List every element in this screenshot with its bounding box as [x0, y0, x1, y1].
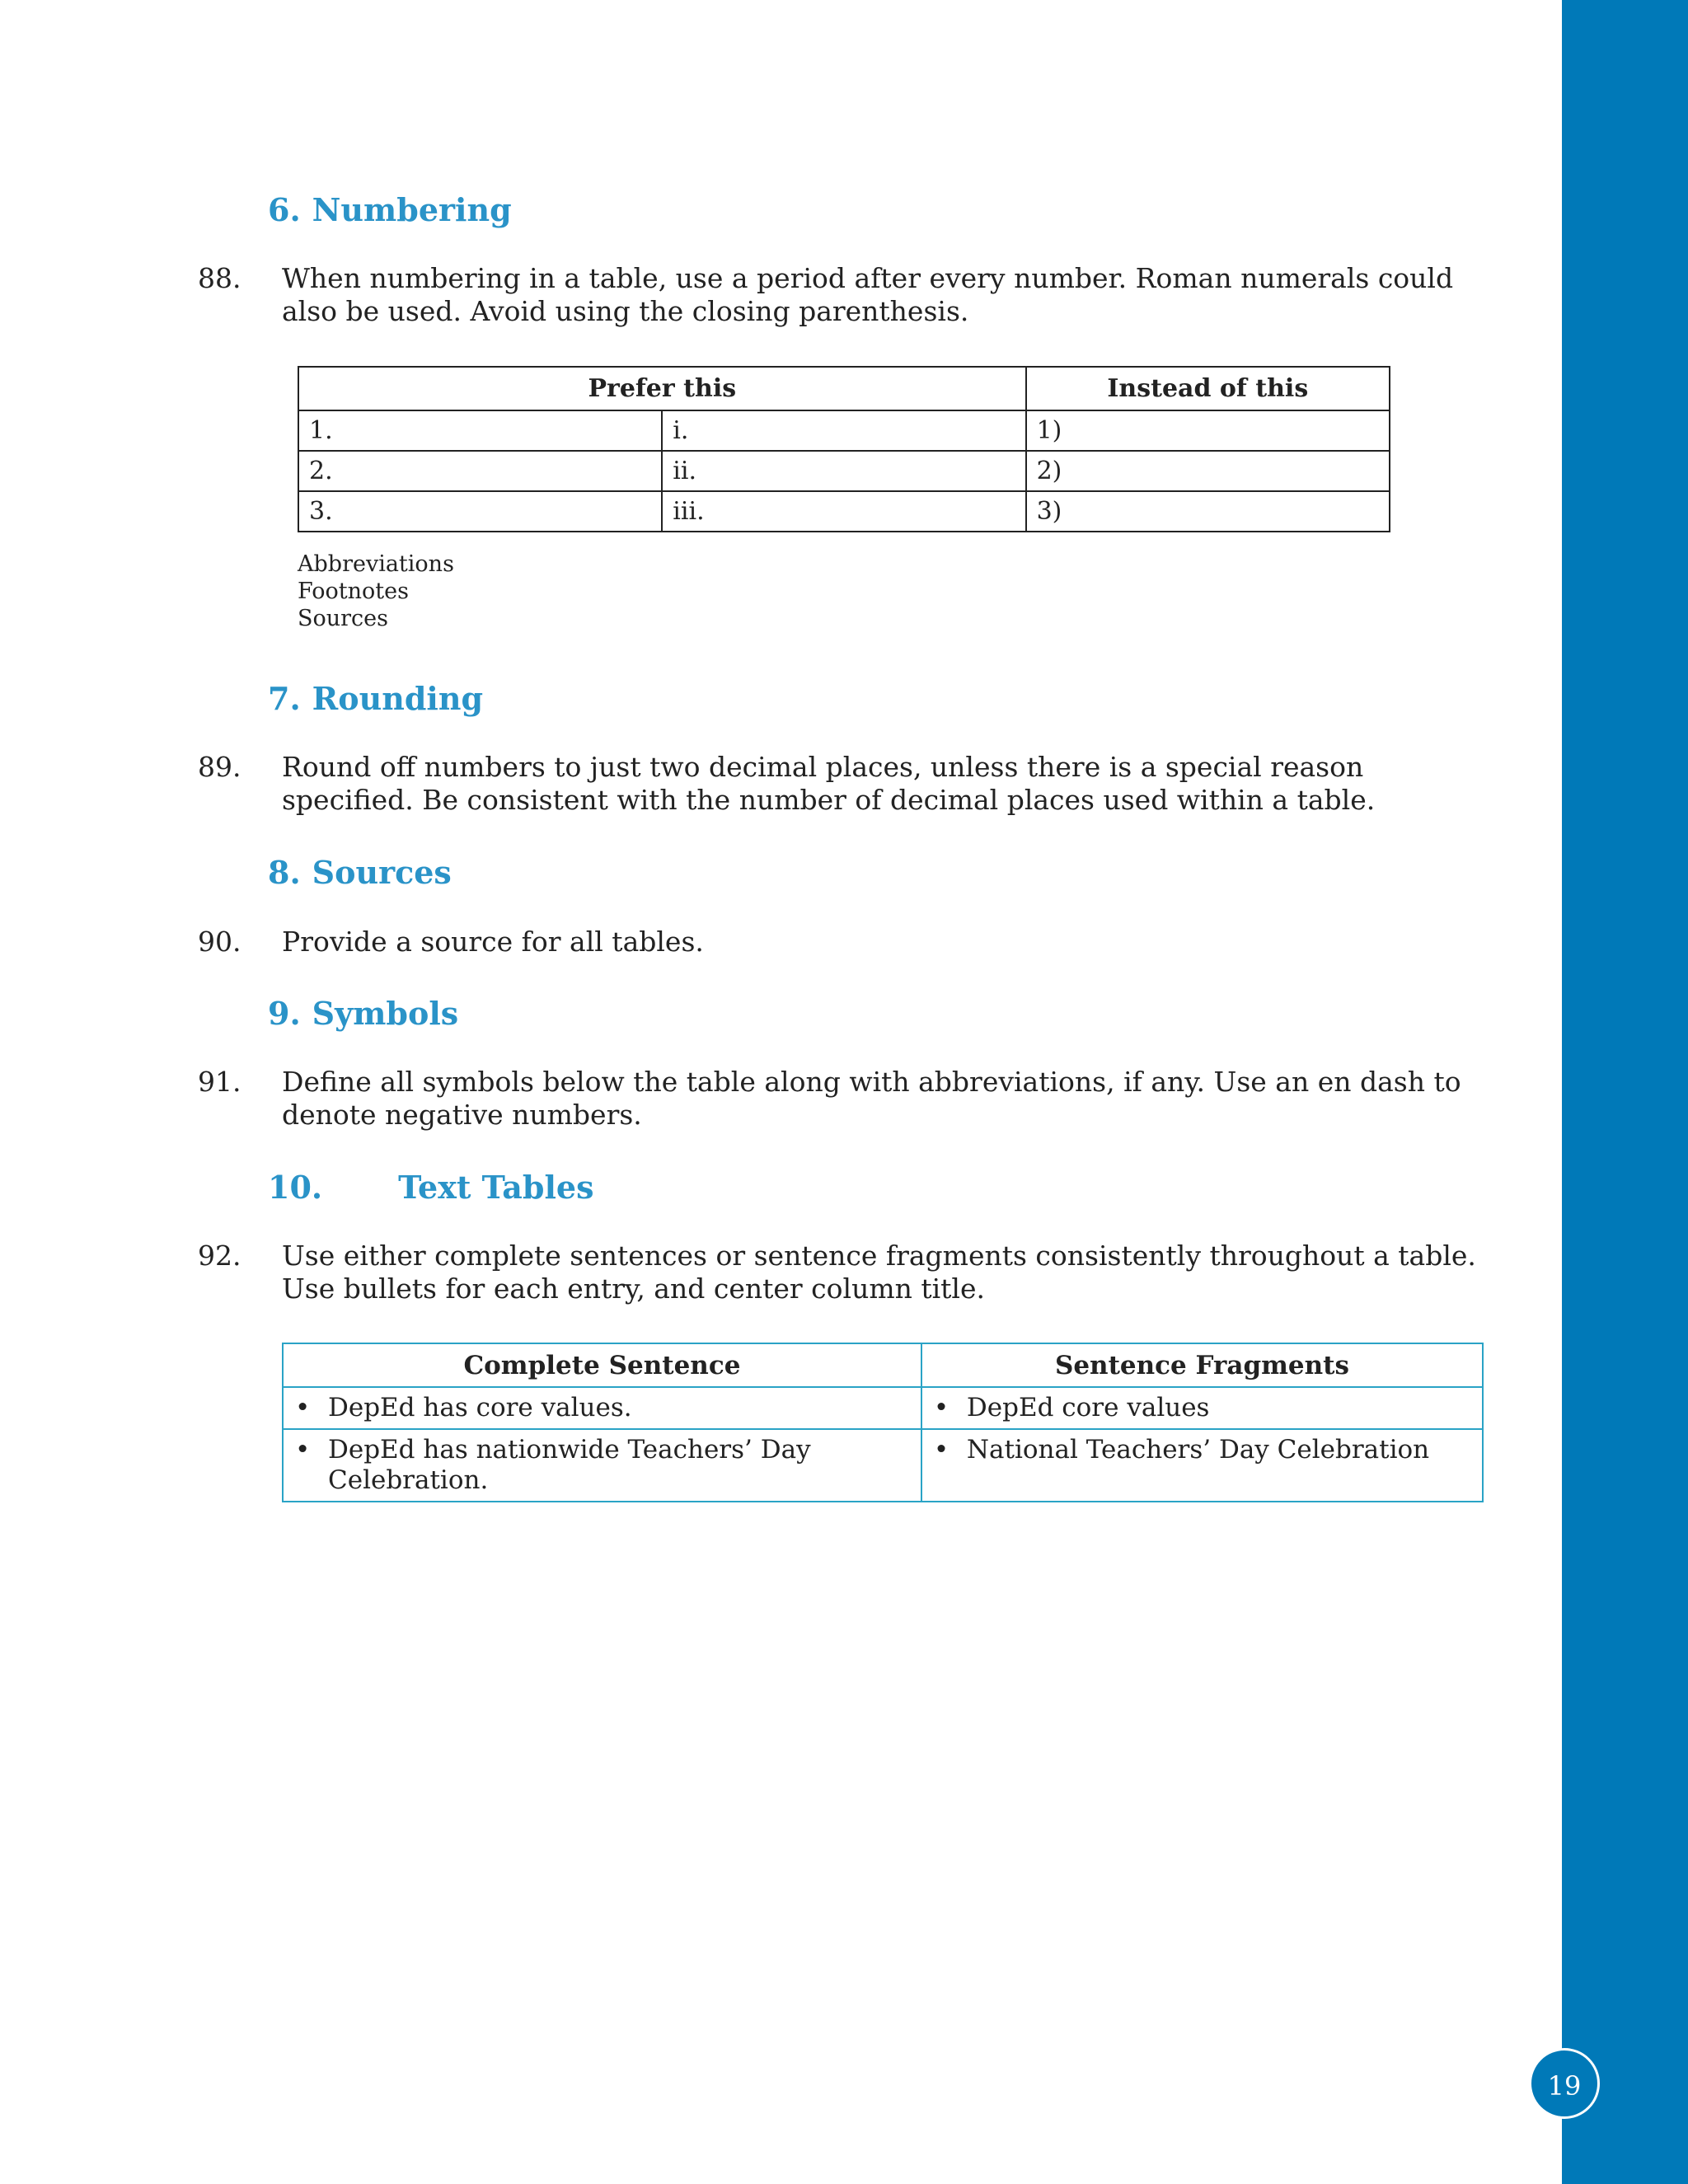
- section-heading-sources: [268, 853, 452, 893]
- header-prefer-this: Prefer this: [298, 367, 1026, 410]
- table-cell: 2): [1026, 451, 1390, 491]
- table-header-row: [283, 1343, 1483, 1387]
- table-notes: [298, 551, 454, 632]
- cell-text: National Teachers’ Day Celebration: [966, 1435, 1430, 1465]
- section-number: 8.: [268, 854, 301, 891]
- table-cell: [283, 1429, 921, 1502]
- paragraph-91: [198, 1066, 1484, 1132]
- table-cell: 3.: [298, 491, 662, 532]
- note-sources: Sources: [298, 606, 389, 631]
- table-row: [298, 491, 1390, 532]
- table-cell: 3): [1026, 491, 1390, 532]
- paragraph-number: 88.: [198, 262, 241, 294]
- section-number: 6.: [268, 191, 301, 228]
- paragraph-89: [198, 751, 1484, 817]
- section-title: Text Tables: [398, 1169, 594, 1206]
- paragraph-88: [198, 262, 1484, 328]
- table-cell: 1): [1026, 410, 1390, 451]
- table-cell: [921, 1387, 1483, 1429]
- section-heading-rounding: [268, 679, 483, 719]
- cell-text: DepEd core values: [966, 1393, 1210, 1422]
- numbering-table: [298, 366, 1390, 532]
- paragraph-number: 90.: [198, 926, 241, 958]
- paragraph-text: Provide a source for all tables.: [282, 926, 704, 958]
- table-cell: [283, 1387, 921, 1429]
- section-number: 10.: [268, 1169, 323, 1206]
- text-table: [282, 1343, 1484, 1502]
- bullet-icon: •: [295, 1435, 311, 1465]
- paragraph-text: Use either complete sentences or sentence fragments consistently throughout a table. Use bullets for each entry, and center column title.: [282, 1240, 1476, 1305]
- paragraph-text: When numbering in a table, use a period after every number. Roman numerals could also be used. Avoid using the closing parenthesis.: [282, 262, 1454, 327]
- table-cell: 1.: [298, 410, 662, 451]
- section-heading-numbering: [268, 190, 512, 230]
- paragraph-number: 91.: [198, 1066, 241, 1098]
- table-cell: ii.: [662, 451, 1025, 491]
- page-number: 19: [1529, 2048, 1600, 2119]
- paragraph-text: Define all symbols below the table along with abbreviations, if any. Use an en dash to denote negative numbers.: [282, 1066, 1461, 1131]
- table-cell: i.: [662, 410, 1025, 451]
- section-title: Sources: [312, 854, 452, 891]
- table-row: [283, 1387, 1483, 1429]
- table-row: [298, 451, 1390, 491]
- section-title: Numbering: [312, 191, 512, 228]
- paragraph-92: [198, 1240, 1484, 1305]
- table-cell: 2.: [298, 451, 662, 491]
- section-heading-text-tables: [268, 1168, 594, 1207]
- paragraph-number: 89.: [198, 751, 241, 783]
- note-abbreviations: Abbreviations: [298, 551, 454, 577]
- bullet-icon: •: [295, 1393, 311, 1422]
- section-heading-symbols: [268, 994, 458, 1033]
- paragraph-number: 92.: [198, 1240, 241, 1272]
- table-row: [298, 410, 1390, 451]
- cell-text: DepEd has nationwide Teachers’ Day Celebration.: [328, 1435, 811, 1495]
- table-cell: [921, 1429, 1483, 1502]
- note-footnotes: Footnotes: [298, 579, 409, 604]
- section-title: Symbols: [312, 995, 459, 1032]
- header-complete-sentence: Complete Sentence: [283, 1343, 921, 1387]
- header-instead-of-this: Instead of this: [1026, 367, 1390, 410]
- paragraph-90: [198, 926, 1484, 958]
- table-header-row: [298, 367, 1390, 410]
- section-number: 7.: [268, 680, 301, 717]
- paragraph-text: Round off numbers to just two decimal places, unless there is a special reason specified. Be consistent with the number of decimal places used within a table.: [282, 751, 1376, 816]
- section-title: Rounding: [312, 680, 484, 717]
- table-row: [283, 1429, 1483, 1502]
- page-side-bar: [1562, 0, 1688, 2184]
- bullet-icon: •: [933, 1393, 950, 1422]
- bullet-icon: •: [933, 1435, 950, 1465]
- cell-text: DepEd has core values.: [328, 1393, 632, 1422]
- section-number: 9.: [268, 995, 301, 1032]
- header-sentence-fragments: Sentence Fragments: [921, 1343, 1483, 1387]
- table-cell: iii.: [662, 491, 1025, 532]
